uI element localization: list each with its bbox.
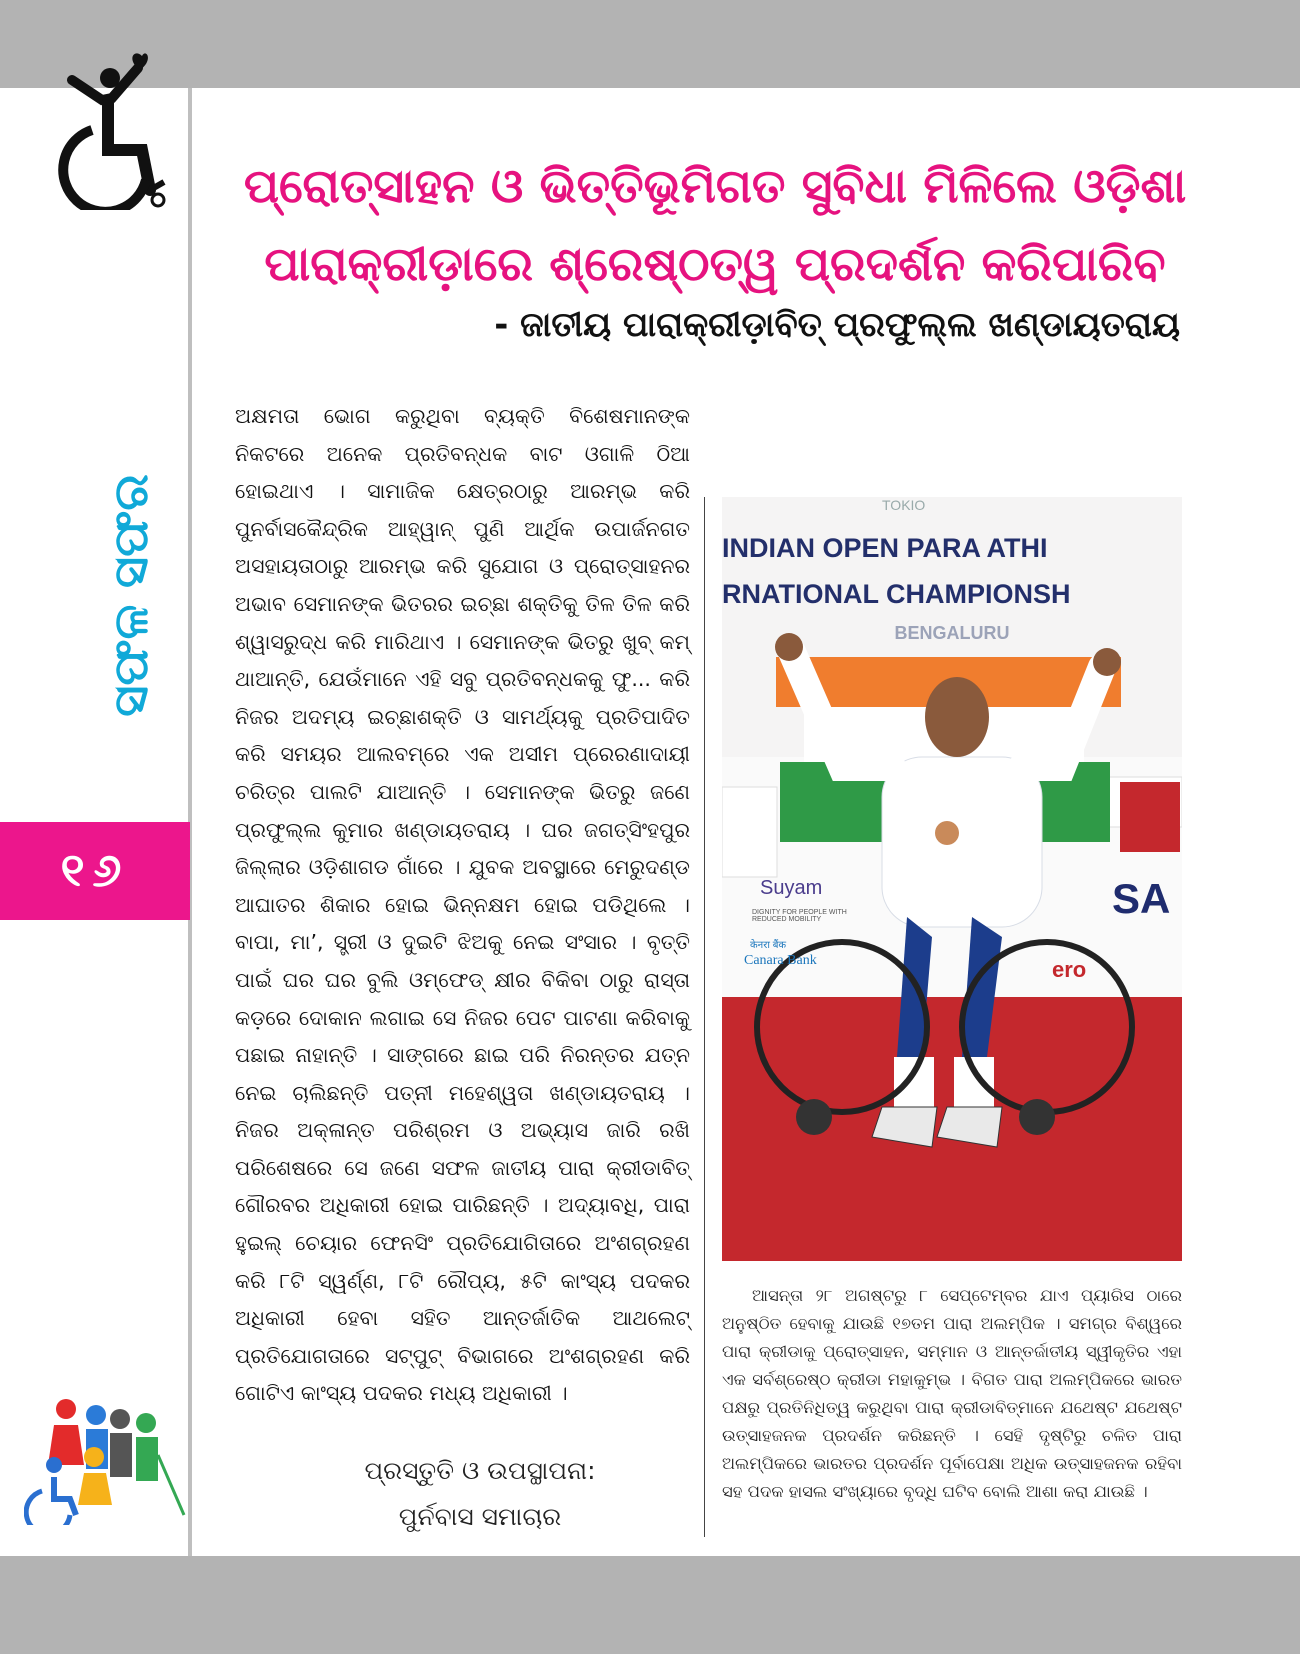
- column-divider: [704, 497, 705, 1537]
- photo-caption: ଆସନ୍ତା ୨୮ ଅଗଷ୍ଟରୁ ୮ ସେପ୍ଟେମ୍ବର ଯାଏ ପ୍ୟାରିସ ଠାରେ ଅନୁଷ୍ଠିତ ହେବାକୁ ଯାଉଛି ୧୭ତମ ପାରା ଅଲମ୍ପିକ । ସମଗ୍ର ବିଶ୍ୱରେ ପାରା କ୍ରୀଡାକୁ ପ୍ରୋତ୍ସାହନ, ସମ୍ମାନ ଓ ଆନ୍ତର୍ଜାତୀୟ ସ୍ୱୀକୃତିର ଏହା ଏକ ସର୍ବଶ୍ରେଷ୍ଠ କ୍ରୀଡା ମହାକୁମ୍ଭ । ବିଗତ ପାରା ଅଲମ୍ପିକରେ ଭାରତ ପକ୍ଷରୁ ପ୍ରତିନିଧିତ୍ୱ କରୁଥିବା ପାରା କ୍ରୀଡାବିତ୍‌ମାନେ ଯଥେଷ୍ଟ ଯଥେଷ୍ଟ ଉତ୍ସାହଜନକ ପ୍ରଦର୍ଶନ କରିଛନ୍ତି । ସେହି ଦୃଷ୍ଟିରୁ ଚଳିତ ପାରା ଅଲମ୍ପିକରେ ଭାରତର ପ୍ରଦର୍ଶନ ପୂର୍ବାପେକ୍ଷା ଅଧିକ ଉତ୍ସାହଜନକ ରହିବା ସହ ପଦକ ହାସଲ ସଂଖ୍ୟାରେ ବୃଦ୍ଧି ଘଟିବ ବୋଲି ଆଶା କରା ଯାଉଛି ।: [722, 1286, 1182, 1501]
- sponsor-suyam: Suyam: [760, 877, 823, 899]
- headline: ପ୍ରୋତ୍ସାହନ ଓ ଭିତ୍ତିଭୂମିଗତ ସୁବିଧା ମିଳିଲେ ଓଡ଼ିଶା ପାରାକ୍ରୀଡ଼ାରେ ଶ୍ରେଷ୍ଠତ୍ୱ ପ୍ରଦର୍ଶନ କରିପାରିବ: [243, 159, 1187, 292]
- sponsor-sa: SA: [1112, 875, 1171, 922]
- sponsor-ero: ero: [1052, 957, 1087, 982]
- article-body: ଅକ୍ଷମତା ଭୋଗ କରୁଥିବା ବ୍ୟକ୍ତି ବିଶେଷମାନଙ୍କ ନିକଟରେ ଅନେକ ପ୍ରତିବନ୍ଧକ ବାଟ ଓଗାଳି ଠିଆ ହୋଇଥାଏ । ସାମାଜିକ କ୍ଷେତ୍ରଠାରୁ ଆରମ୍ଭ କରି ପୁନର୍ବାସକୈନ୍ଦ୍ରିକ ଆହ୍ୱାନ୍ ପୁଣି ଆର୍ଥିକ ଉପାର୍ଜନଗତ ଅସହାୟତାଠାରୁ ଆରମ୍ଭ କରି ସୁଯୋଗ ଓ ପ୍ରୋତ୍ସାହନର ଅଭାବ ସେମାନଙ୍କ ଭିତରର ଇଚ୍ଛା ଶକ୍ତିକୁ ତିଳ ତିଳ କରି ଶ୍ୱାସରୁଦ୍ଧ କରି ମାରିଥାଏ । ସେମାନଙ୍କ ଭିତରୁ ଖୁବ୍ କମ୍ ଥାଆନ୍ତି, ଯେଉଁମାନେ ଏହି ସବୁ ପ୍ରତିବନ୍ଧକକୁ ଫୁ... କରି ନିଜର ଅଦମ୍ୟ ଇଚ୍ଛାଶକ୍ତି ଓ ସାମର୍ଥ୍ୟକୁ ପ୍ରତିପାଦିତ କରି ସମୟର ଆଲବମ୍‌ରେ ଏକ ଅସୀମ ପ୍ରେରଣାଦାୟୀ ଚରିତ୍ର ପାଲଟି ଯାଆନ୍ତି । ସେମାନଙ୍କ ଭିତରୁ ଜଣେ ପ୍ରଫୁଲ୍ଲ କୁମାର ଖଣ୍ଡାୟତରାୟ । ଘର ଜଗତ୍‌ସିଂହପୁର ଜିଲ୍ଲାର ଓଡ଼ିଶାଗଡ ଗାଁରେ । ଯୁବକ ଅବସ୍ଥାରେ ମେରୁଦଣ୍ଡ ଆଘାତର ଶିକାର ହୋଇ ଭିନ୍ନକ୍ଷମ ହୋଇ ପଡିଥିଲେ । ବାପା, ମା’, ସ୍ତ୍ରୀ ଓ ଦୁଇଟି ଝିଅକୁ ନେଇ ସଂସାର । ବୃତ୍ତି ପାଇଁ ଘର ଘର ବୁଲି ଓମ୍‌ଫେଡ୍ କ୍ଷୀର ବିକିବା ଠାରୁ ରାସ୍ତା କଡ଼ରେ ଦୋକାନ ଲଗାଇ ସେ ନିଜର ପେଟ ପାଟଣା କରିବାକୁ ପଛାଇ ନାହାନ୍ତି । ସାଙ୍ଗରେ ଛାଇ ପରି ନିରନ୍ତର ଯତ୍ନ ନେଇ ଚାଲିଛନ୍ତି ପତ୍ନୀ ମହେଶ୍ୱତା ଖଣ୍ଡାୟତରାୟ । ନିଜର ଅକ୍ଳାନ୍ତ ପରିଶ୍ରମ ଓ ଅଭ୍ୟାସ ଜାରି ରଖି ପରିଶେଷରେ ସେ ଜଣେ ସଫଳ ଜାତୀୟ ପାରା କ୍ରୀଡାବିତ୍ ଗୌରବର ଅଧିକାରୀ ହୋଇ ପାରିଛନ୍ତି । ଅଦ୍ୟାବଧି, ପାରା ହୁଇଲ୍ ଚେୟାର ଫେନସିଂ ପ୍ରତିଯୋଗିତାରେ ଅଂଶଗ୍ରହଣ କରି ୮ଟି ସ୍ୱର୍ଣ୍ଣ, ୮ଟି ରୌପ୍ୟ, ୫ଟି କାଂସ୍ୟ ପଦକର ଅଧିକାରୀ ହେବା ସହିତ ଆନ୍ତର୍ଜାତିକ ଆଥଲେଟ୍ ପ୍ରତିଯୋଗତାରେ ସଟ୍‌ପୁଟ୍ ବିଭାଗରେ ଅଂଶଗ୍ରହଣ କରି ଗୋଟିଏ କାଂସ୍ୟ ପଦକର ମଧ୍ୟ ଅଧିକାରୀ ।: [235, 404, 690, 1406]
- credit-name: ପୁର୍ନବାସ ସମାଚାର: [398, 1502, 562, 1531]
- sponsor-suyam-tagline: DIGNITY FOR PEOPLE WITH REDUCED MOBILITY: [752, 909, 847, 923]
- wheelchair-athlete-icon: [50, 50, 180, 210]
- disability-group-icon: [24, 1395, 194, 1525]
- top-bar: [0, 0, 1300, 88]
- credit-label: ପ୍ରସ୍ତୁତି ଓ ଉପସ୍ଥାପନା:: [364, 1456, 596, 1485]
- byline: - ଜାତୀୟ ପାରାକ୍ରୀଡ଼ାବିତ୍ ପ୍ରଫୁଲ୍ଲ ଖଣ୍ଡାୟତରାୟ: [494, 305, 1180, 345]
- banner-top-fragment: TOKIO: [882, 497, 926, 513]
- banner-city: BENGALURU: [894, 623, 1010, 643]
- credit: [320, 1448, 640, 1540]
- sponsor-canara-hindi: केनरा बैंक: [750, 940, 787, 951]
- page-number: ୧୬: [0, 822, 190, 920]
- bottom-bar: [0, 1556, 1300, 1654]
- athlete-photo: [722, 497, 1182, 1261]
- section-label: ସଫଳ ସଫର: [102, 473, 159, 717]
- banner-line-2: RNATIONAL CHAMPIONSH: [722, 579, 1071, 609]
- banner-line-1: INDIAN OPEN PARA ATHI: [722, 533, 1048, 563]
- sponsor-canara: Canara Bank: [744, 953, 817, 968]
